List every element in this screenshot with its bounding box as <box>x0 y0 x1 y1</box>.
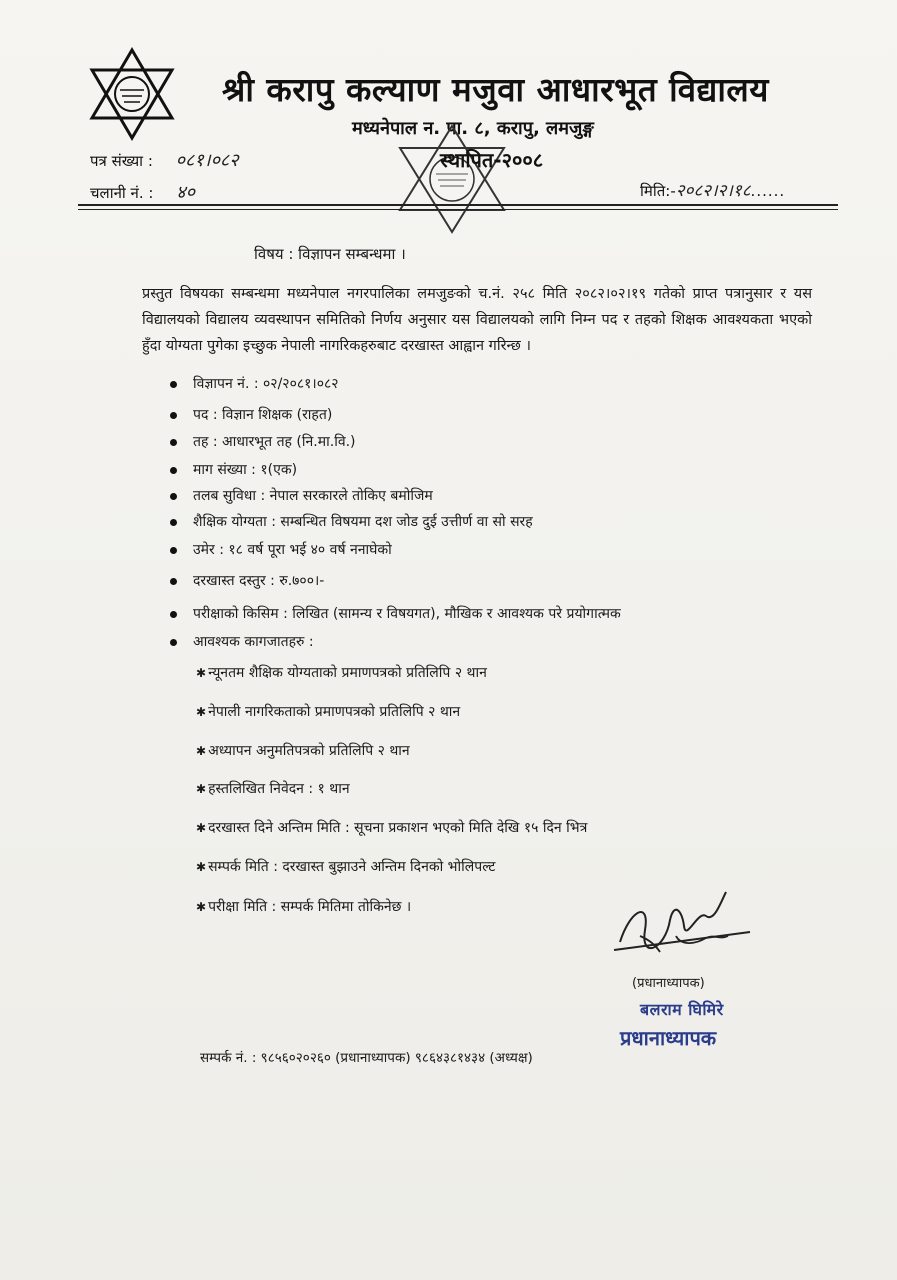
list-item: विज्ञापन नं. : ०२/२०८१।०८२ <box>170 374 339 393</box>
list-item: दरखास्त दस्तुर : रु.७००।- <box>170 571 324 590</box>
signatory-label: (प्रधानाध्यापक) <box>632 976 705 991</box>
reference-label: पत्र संख्या : <box>90 152 153 170</box>
list-item: परीक्षाको किसिम : लिखित (सामन्य र विषयगत), मौखिक र आवश्यक परे प्रयोगात्मक <box>170 604 621 623</box>
signature-icon <box>610 880 760 970</box>
document-item: ✱ नेपाली नागरिकताको प्रमाणपत्रको प्रतिलिपि २ थान <box>196 704 461 720</box>
list-item: उमेर : १८ वर्ष पूरा भई ४० वर्ष ननाघेको <box>170 540 392 559</box>
document-item: ✱ अध्यापन अनुमतिपत्रको प्रतिलिपि २ थान <box>196 743 410 759</box>
intro-paragraph: प्रस्तुत विषयका सम्बन्धमा मध्यनेपाल नगरपालिका लमजुङको च.नं. २५८ मिति २०८२।०२।१९ गतेको प्राप्त पत्रानुसार र यस विद्यालयको विद्यालय व्यवस्थापन समितिको निर्णय अनुसार यस विद्यालयको लागि निम्न पद र तहको शिक्षक आवश्यकता भएको हुँदा योग्यता पुगेका इच्छुक नेपाली नागरिकहरुबाट दरखास्त आह्वान गरिन्छ । <box>142 286 812 354</box>
date-label: मिति:- <box>640 182 676 200</box>
date-dots: ...... <box>750 182 786 200</box>
dispatch-number-line <box>90 180 195 204</box>
reference-number-line <box>90 148 239 172</box>
dispatch-label: चलानी नं. : <box>90 184 154 202</box>
document-item: ✱ सम्पर्क मिति : दरखास्त बुझाउने अन्तिम दिनको भोलिपल्ट <box>196 859 496 875</box>
document-item: ✱ दरखास्त दिने अन्तिम मिति : सूचना प्रकाशन भएको मिति देखि १५ दिन भित्र <box>196 820 588 836</box>
header-rule <box>78 204 838 206</box>
list-item: माग संख्या : १(एक) <box>170 460 297 479</box>
contact-numbers: सम्पर्क नं. : ९८५६०२०२६० (प्रधानाध्यापक) ९८६४३८१४३४ (अध्यक्ष) <box>200 1050 533 1066</box>
school-address: मध्यनेपाल न. पा. ८, करापु, लमजुङ्ग <box>352 118 594 139</box>
dispatch-value: ४० <box>176 182 195 203</box>
school-seal-icon <box>392 120 512 238</box>
list-item: आवश्यक कागजातहरु : <box>170 632 314 651</box>
star-emblem-icon <box>86 46 178 142</box>
subject-line: विषय : विज्ञापन सम्बन्धमा । <box>254 245 406 263</box>
document-item: ✱ न्यूनतम शैक्षिक योग्यताको प्रमाणपत्रको प्रतिलिपि २ थान <box>196 665 487 681</box>
school-name: श्री करापु कल्याण मजुवा आधारभूत विद्यालय <box>222 70 769 109</box>
document-item: ✱ परीक्षा मिति : सम्पर्क मितिमा तोकिनेछ । <box>196 899 412 915</box>
reference-value: ०८१।०८२ <box>175 150 239 171</box>
stamp-title: प्रधानाध्यापक <box>620 1026 717 1050</box>
list-item: तह : आधारभूत तह (नि.मा.वि.) <box>170 432 356 451</box>
header-rule-thin <box>78 209 838 210</box>
date-value: २०८२।२।१८ <box>675 181 751 201</box>
list-item: तलब सुविधा : नेपाल सरकारले तोकिए बमोजिम <box>170 486 433 505</box>
stamp-name: बलराम घिमिरे <box>640 1000 724 1019</box>
document-item: ✱ हस्तलिखित निवेदन : १ थान <box>196 781 350 797</box>
established-year: स्थापित-२००८ <box>440 148 544 172</box>
date-line <box>640 178 785 201</box>
list-item: पद : विज्ञान शिक्षक (राहत) <box>170 405 332 424</box>
list-item: शैक्षिक योग्यता : सम्बन्धित विषयमा दश जोड दुई उत्तीर्ण वा सो सरह <box>170 512 533 531</box>
